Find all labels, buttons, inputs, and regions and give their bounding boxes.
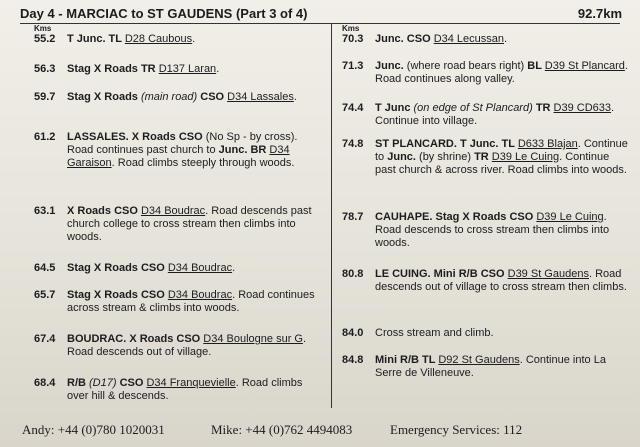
road-reference: D34 Boudrac xyxy=(140,205,206,217)
entry-km: 84.0 xyxy=(342,327,364,339)
road-reference: D34 Boulogne sur G xyxy=(203,333,303,345)
instruction-text: Stag X Roads xyxy=(67,91,141,103)
instruction-text: . xyxy=(216,63,220,75)
instruction-text: TR xyxy=(532,102,554,114)
instruction-text: (where road bears right) xyxy=(406,60,528,72)
entry-km: 68.4 xyxy=(34,377,56,389)
instruction-text: LE CUING. Mini R/B CSO xyxy=(375,268,508,280)
road-reference: D137 Laran xyxy=(158,63,217,75)
entry-instruction xyxy=(375,33,631,46)
page-title: Day 4 - MARCIAC to ST GAUDENS (Part 3 of 4) xyxy=(20,5,308,21)
entry-km: 64.5 xyxy=(34,262,56,274)
left-column xyxy=(34,33,324,403)
road-reference: D34 Lecussan xyxy=(433,33,505,45)
entry-km: 70.3 xyxy=(342,33,364,45)
road-reference: D34 Franquevielle xyxy=(146,377,236,389)
instruction-text: Cross stream and climb. xyxy=(375,327,494,339)
entry-instruction xyxy=(67,63,323,76)
instruction-text: LASSALES. X Roads CSO xyxy=(67,131,206,143)
entry-instruction xyxy=(67,333,323,359)
road-reference: D28 Caubous xyxy=(124,33,193,45)
entry-instruction xyxy=(375,211,631,250)
road-reference: D39 Le Cuing xyxy=(491,151,560,163)
instruction-text: . xyxy=(504,33,508,45)
instruction-text: (No Sp - by cross). Road continues past church to xyxy=(67,131,298,156)
column-divider xyxy=(331,24,332,408)
instruction-text: Stag X Roads CSO xyxy=(67,262,168,274)
entry-instruction xyxy=(375,327,631,340)
entry-instruction xyxy=(67,33,323,46)
entry-instruction xyxy=(375,138,631,177)
instruction-text: T Junc xyxy=(375,102,414,114)
road-reference: D34 Boudrac xyxy=(167,262,233,274)
instruction-text: CSO xyxy=(197,91,228,103)
entry-instruction xyxy=(375,354,631,380)
entry-km: 61.2 xyxy=(34,131,56,143)
instruction-text: . Continue to xyxy=(375,138,628,163)
instruction-text: . xyxy=(232,262,236,274)
entry-km: 67.4 xyxy=(34,333,56,345)
instruction-text: Junc. CSO xyxy=(375,33,434,45)
instruction-text: . Road descends to cross stream then climbs into woods. xyxy=(375,211,610,249)
instruction-text: . Road climbs over hill & descends. xyxy=(67,377,303,402)
road-reference: D39 St Gaudens xyxy=(507,268,589,280)
contact-mike: Mike: +44 (0)762 4494083 xyxy=(211,422,353,437)
header-divider xyxy=(20,23,620,24)
entry-instruction xyxy=(67,131,323,170)
entry-instruction xyxy=(67,377,323,403)
road-reference: D34 Garaison xyxy=(67,144,290,169)
entry-km: 84.8 xyxy=(342,354,364,366)
instruction-text: . Continue past church & across river. Road climbs into woods. xyxy=(375,151,627,176)
instruction-text: . Road continues along valley. xyxy=(375,60,628,85)
entry-km: 56.3 xyxy=(34,63,56,75)
kms-label-right: Kms xyxy=(342,24,360,33)
entry-km: 71.3 xyxy=(342,60,364,72)
contact-footer xyxy=(0,422,640,442)
road-reference: D34 Lassales xyxy=(227,91,294,103)
instruction-text: (by shrine) xyxy=(419,151,475,163)
instruction-text: (D17) xyxy=(89,377,117,389)
instruction-text: Mini R/B TL xyxy=(375,354,439,366)
entry-km: 65.7 xyxy=(34,289,56,301)
instruction-text: . Road descends past church college to cross stream then climbs into woods. xyxy=(67,205,312,243)
road-reference: D633 Blajan xyxy=(517,138,578,150)
instruction-text: Junc. xyxy=(375,60,407,72)
road-reference: D92 St Gaudens xyxy=(438,354,520,366)
entry-km: 74.8 xyxy=(342,138,364,150)
entry-instruction xyxy=(67,289,323,315)
instruction-text: (on edge of St Plancard) xyxy=(413,102,533,114)
instruction-text: ST PLANCARD. T Junc. TL xyxy=(375,138,518,150)
instruction-text: BOUDRAC. X Roads CSO xyxy=(67,333,204,345)
instruction-text: BL xyxy=(527,60,545,72)
contact-andy: Andy: +44 (0)780 1020031 xyxy=(22,422,165,437)
entry-km: 78.7 xyxy=(342,211,364,223)
entry-km: 55.2 xyxy=(34,33,56,45)
kms-label-left: Kms xyxy=(34,24,52,33)
road-reference: D39 Le Cuing xyxy=(536,211,604,223)
instruction-text: . Continue into village. xyxy=(375,102,615,127)
instruction-text: . Continue into La Serre de Villeneuve. xyxy=(375,354,606,379)
instruction-text: X Roads CSO xyxy=(67,205,141,217)
instruction-text: Junc. xyxy=(387,151,420,163)
instruction-text: T Junc. TL xyxy=(67,33,125,45)
instruction-text: . xyxy=(192,33,196,45)
instruction-text: Stag X Roads TR xyxy=(67,63,159,75)
instruction-text: . Road climbs steeply through woods. xyxy=(111,157,295,169)
entry-km: 80.8 xyxy=(342,268,364,280)
entry-km: 59.7 xyxy=(34,91,56,103)
road-reference: D39 St Plancard xyxy=(544,60,625,72)
entry-instruction xyxy=(375,102,631,128)
instruction-text: CAUHAPE. Stag X Roads CSO xyxy=(375,211,537,223)
instruction-text: . Road continues across stream & climbs into woods. xyxy=(67,289,315,314)
instruction-text: TR xyxy=(474,151,492,163)
entry-km: 63.1 xyxy=(34,205,56,217)
emergency-services: Emergency Services: 112 xyxy=(390,422,523,437)
entry-km: 74.4 xyxy=(342,102,364,114)
instruction-text: Junc. BR xyxy=(218,144,270,156)
entry-instruction xyxy=(67,205,323,244)
instruction-text: CSO xyxy=(116,377,147,389)
instruction-text: . Road descends out of village. xyxy=(67,333,307,358)
instruction-text: . xyxy=(293,91,297,103)
entry-instruction xyxy=(375,268,631,294)
entry-instruction xyxy=(67,262,323,275)
entry-instruction xyxy=(67,91,323,104)
road-reference: D39 CD633 xyxy=(553,102,612,114)
road-reference: D34 Boudrac xyxy=(167,289,233,301)
instruction-text: (main road) xyxy=(140,91,198,103)
total-distance: 92.7km xyxy=(577,5,622,21)
instruction-text: . Road descends out of village to cross stream then climbs. xyxy=(375,268,627,293)
instruction-text: Stag X Roads CSO xyxy=(67,289,168,301)
instruction-text: R/B xyxy=(67,377,89,389)
right-column xyxy=(342,33,632,403)
entry-instruction xyxy=(375,60,631,86)
page-header xyxy=(20,3,622,23)
